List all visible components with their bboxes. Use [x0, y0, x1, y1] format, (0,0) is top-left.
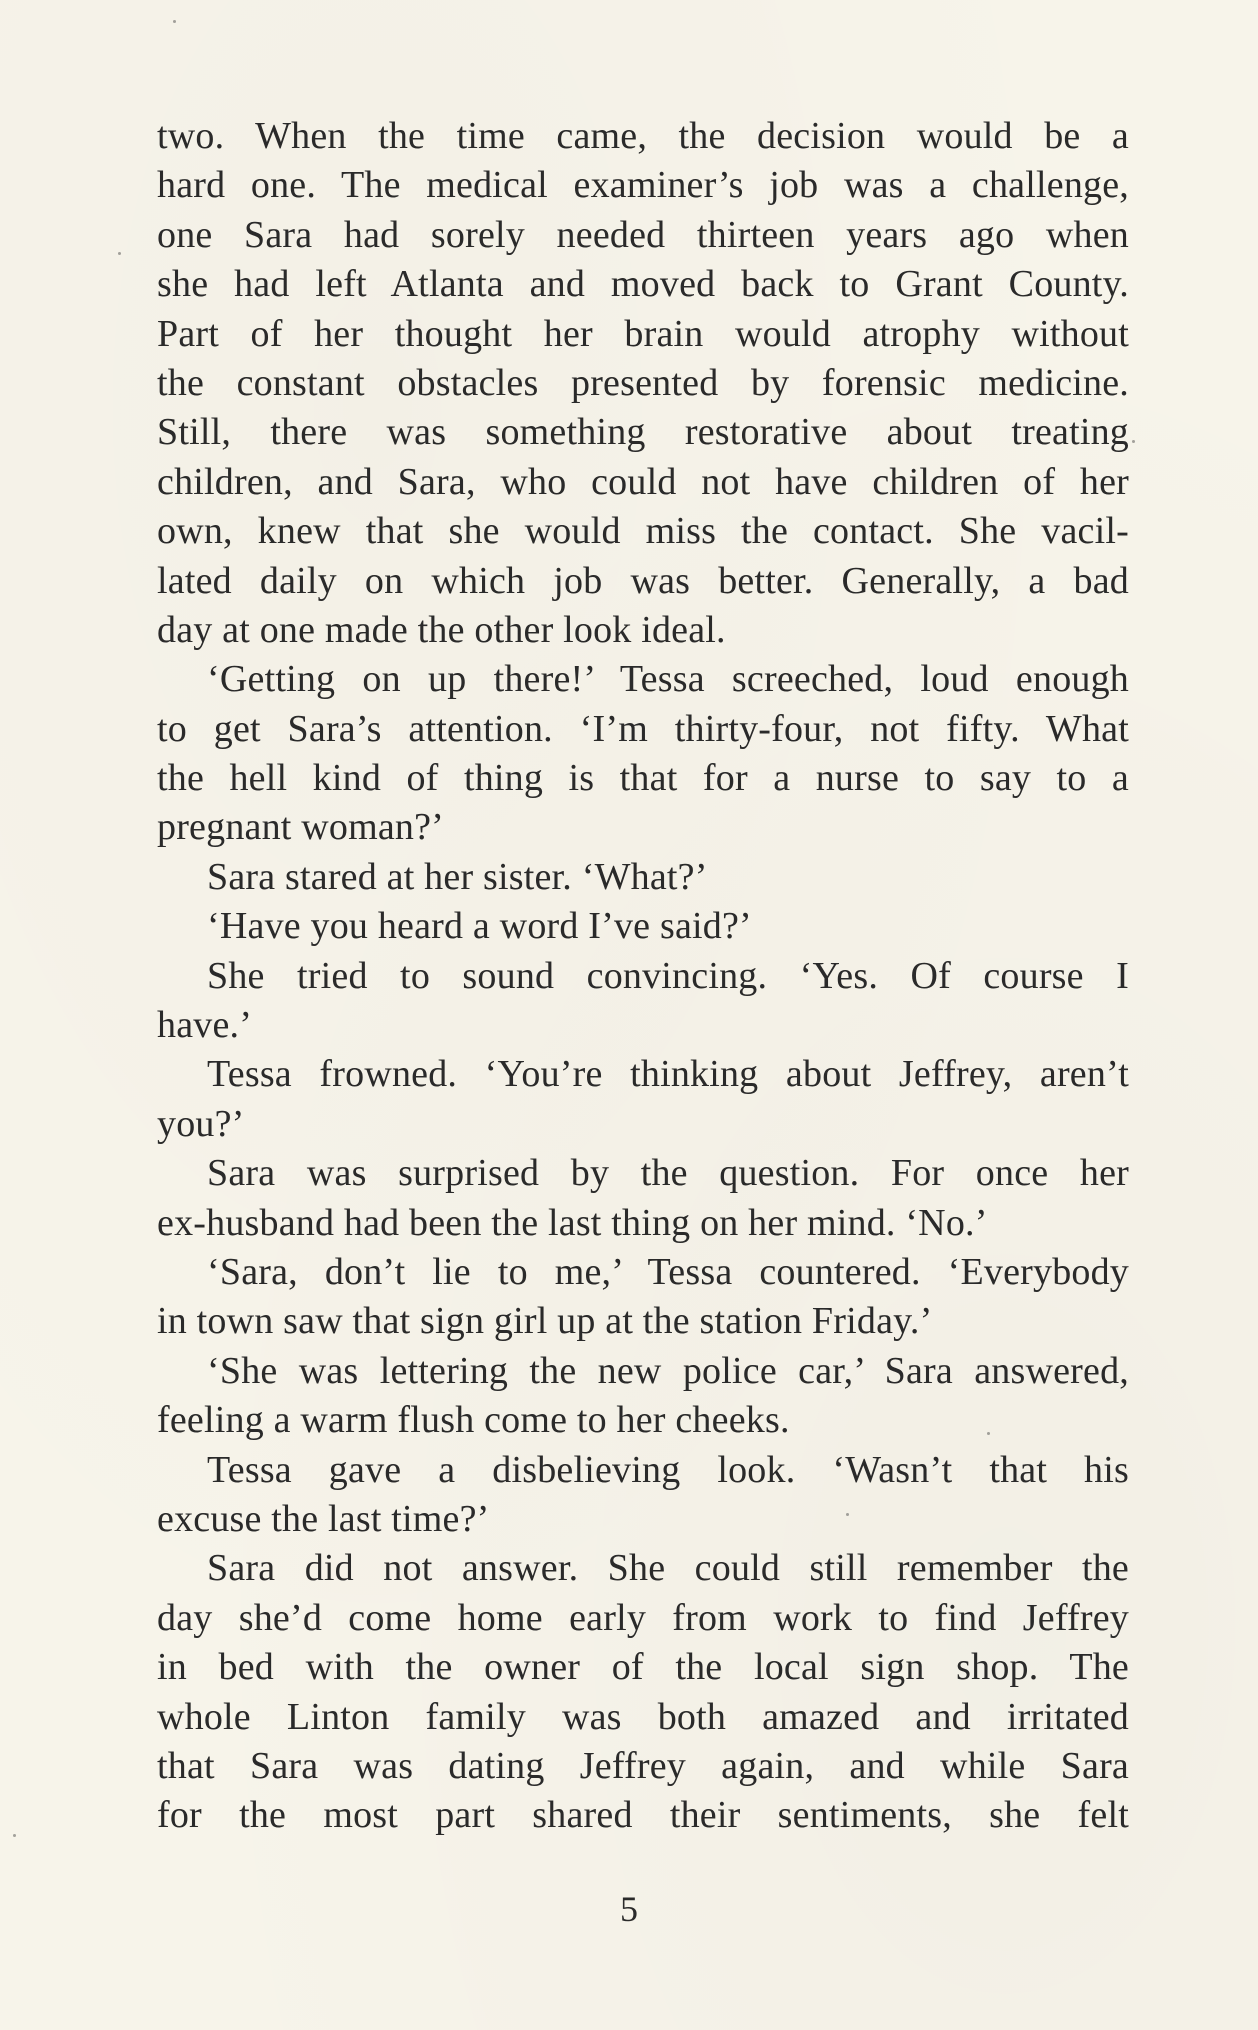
text-line: Sara stared at her sister. ‘What?’ [207, 855, 708, 898]
text-line: Sara was surprised by the question. For once her [207, 1152, 1129, 1195]
paper-speck [13, 1834, 16, 1837]
text-line: the hell kind of thing is that for a nurse to say to a [157, 757, 1129, 800]
text-line: she had left Atlanta and moved back to Grant County. [157, 263, 1129, 306]
text-line: Tessa gave a disbelieving look. ‘Wasn’t that his [207, 1448, 1129, 1491]
text-line: you?’ [157, 1102, 245, 1145]
page-number: 5 [620, 1889, 638, 1929]
text-line: one Sara had sorely needed thirteen years ago when [157, 213, 1129, 256]
text-line: day at one made the other look ideal. [157, 608, 726, 651]
text-line: pregnant woman?’ [157, 806, 445, 849]
paper-speck [173, 20, 176, 23]
text-line: excuse the last time?’ [157, 1497, 490, 1540]
text-line: have.’ [157, 1004, 253, 1047]
text-line: whole Linton family was both amazed and irritated [157, 1695, 1129, 1738]
text-line: ‘She was lettering the new police car,’ Sara answered, [207, 1349, 1129, 1392]
paper-speck [118, 252, 121, 255]
text-line: lated daily on which job was better. Generally, a bad [157, 559, 1129, 602]
paper-speck [846, 1513, 849, 1516]
paper-speck [987, 1432, 990, 1435]
text-line: to get Sara’s attention. ‘I’m thirty-four, not fifty. What [157, 707, 1129, 750]
text-line: ‘Have you heard a word I’ve said?’ [207, 905, 752, 948]
text-line: She tried to sound convincing. ‘Yes. Of course I [207, 954, 1129, 997]
text-line: children, and Sara, who could not have children of her [157, 460, 1129, 503]
text-line: two. When the time came, the decision would be a [157, 115, 1129, 157]
text-line: Sara did not answer. She could still remember the [207, 1547, 1129, 1590]
text-line: ‘Sara, don’t lie to me,’ Tessa countered. ‘Everybody [207, 1250, 1129, 1293]
body-text [157, 112, 1129, 1841]
text-line: Tessa frowned. ‘You’re thinking about Jeffrey, aren’t [207, 1053, 1129, 1096]
text-line: in bed with the owner of the local sign shop. The [157, 1646, 1129, 1689]
text-line: the constant obstacles presented by forensic medicine. [157, 361, 1129, 404]
text-line: in town saw that sign girl up at the station Friday.’ [157, 1300, 933, 1343]
text-line: for the most part shared their sentiments, she felt [157, 1794, 1129, 1837]
text-line: own, knew that she would miss the contact. She vacil- [157, 510, 1129, 553]
text-line: Still, there was something restorative about treating [157, 411, 1129, 454]
text-line: hard one. The medical examiner’s job was a challenge, [157, 164, 1129, 207]
text-line: Part of her thought her brain would atrophy without [157, 312, 1129, 355]
text-line: day she’d come home early from work to find Jeffrey [157, 1596, 1129, 1639]
text-line: feeling a warm flush come to her cheeks. [157, 1399, 790, 1442]
text-line: that Sara was dating Jeffrey again, and while Sara [157, 1744, 1129, 1787]
paper-speck [1132, 440, 1135, 443]
text-line: ‘Getting on up there!’ Tessa screeched, loud enough [207, 658, 1129, 701]
text-line: ex-husband had been the last thing on her mind. ‘No.’ [157, 1201, 988, 1244]
